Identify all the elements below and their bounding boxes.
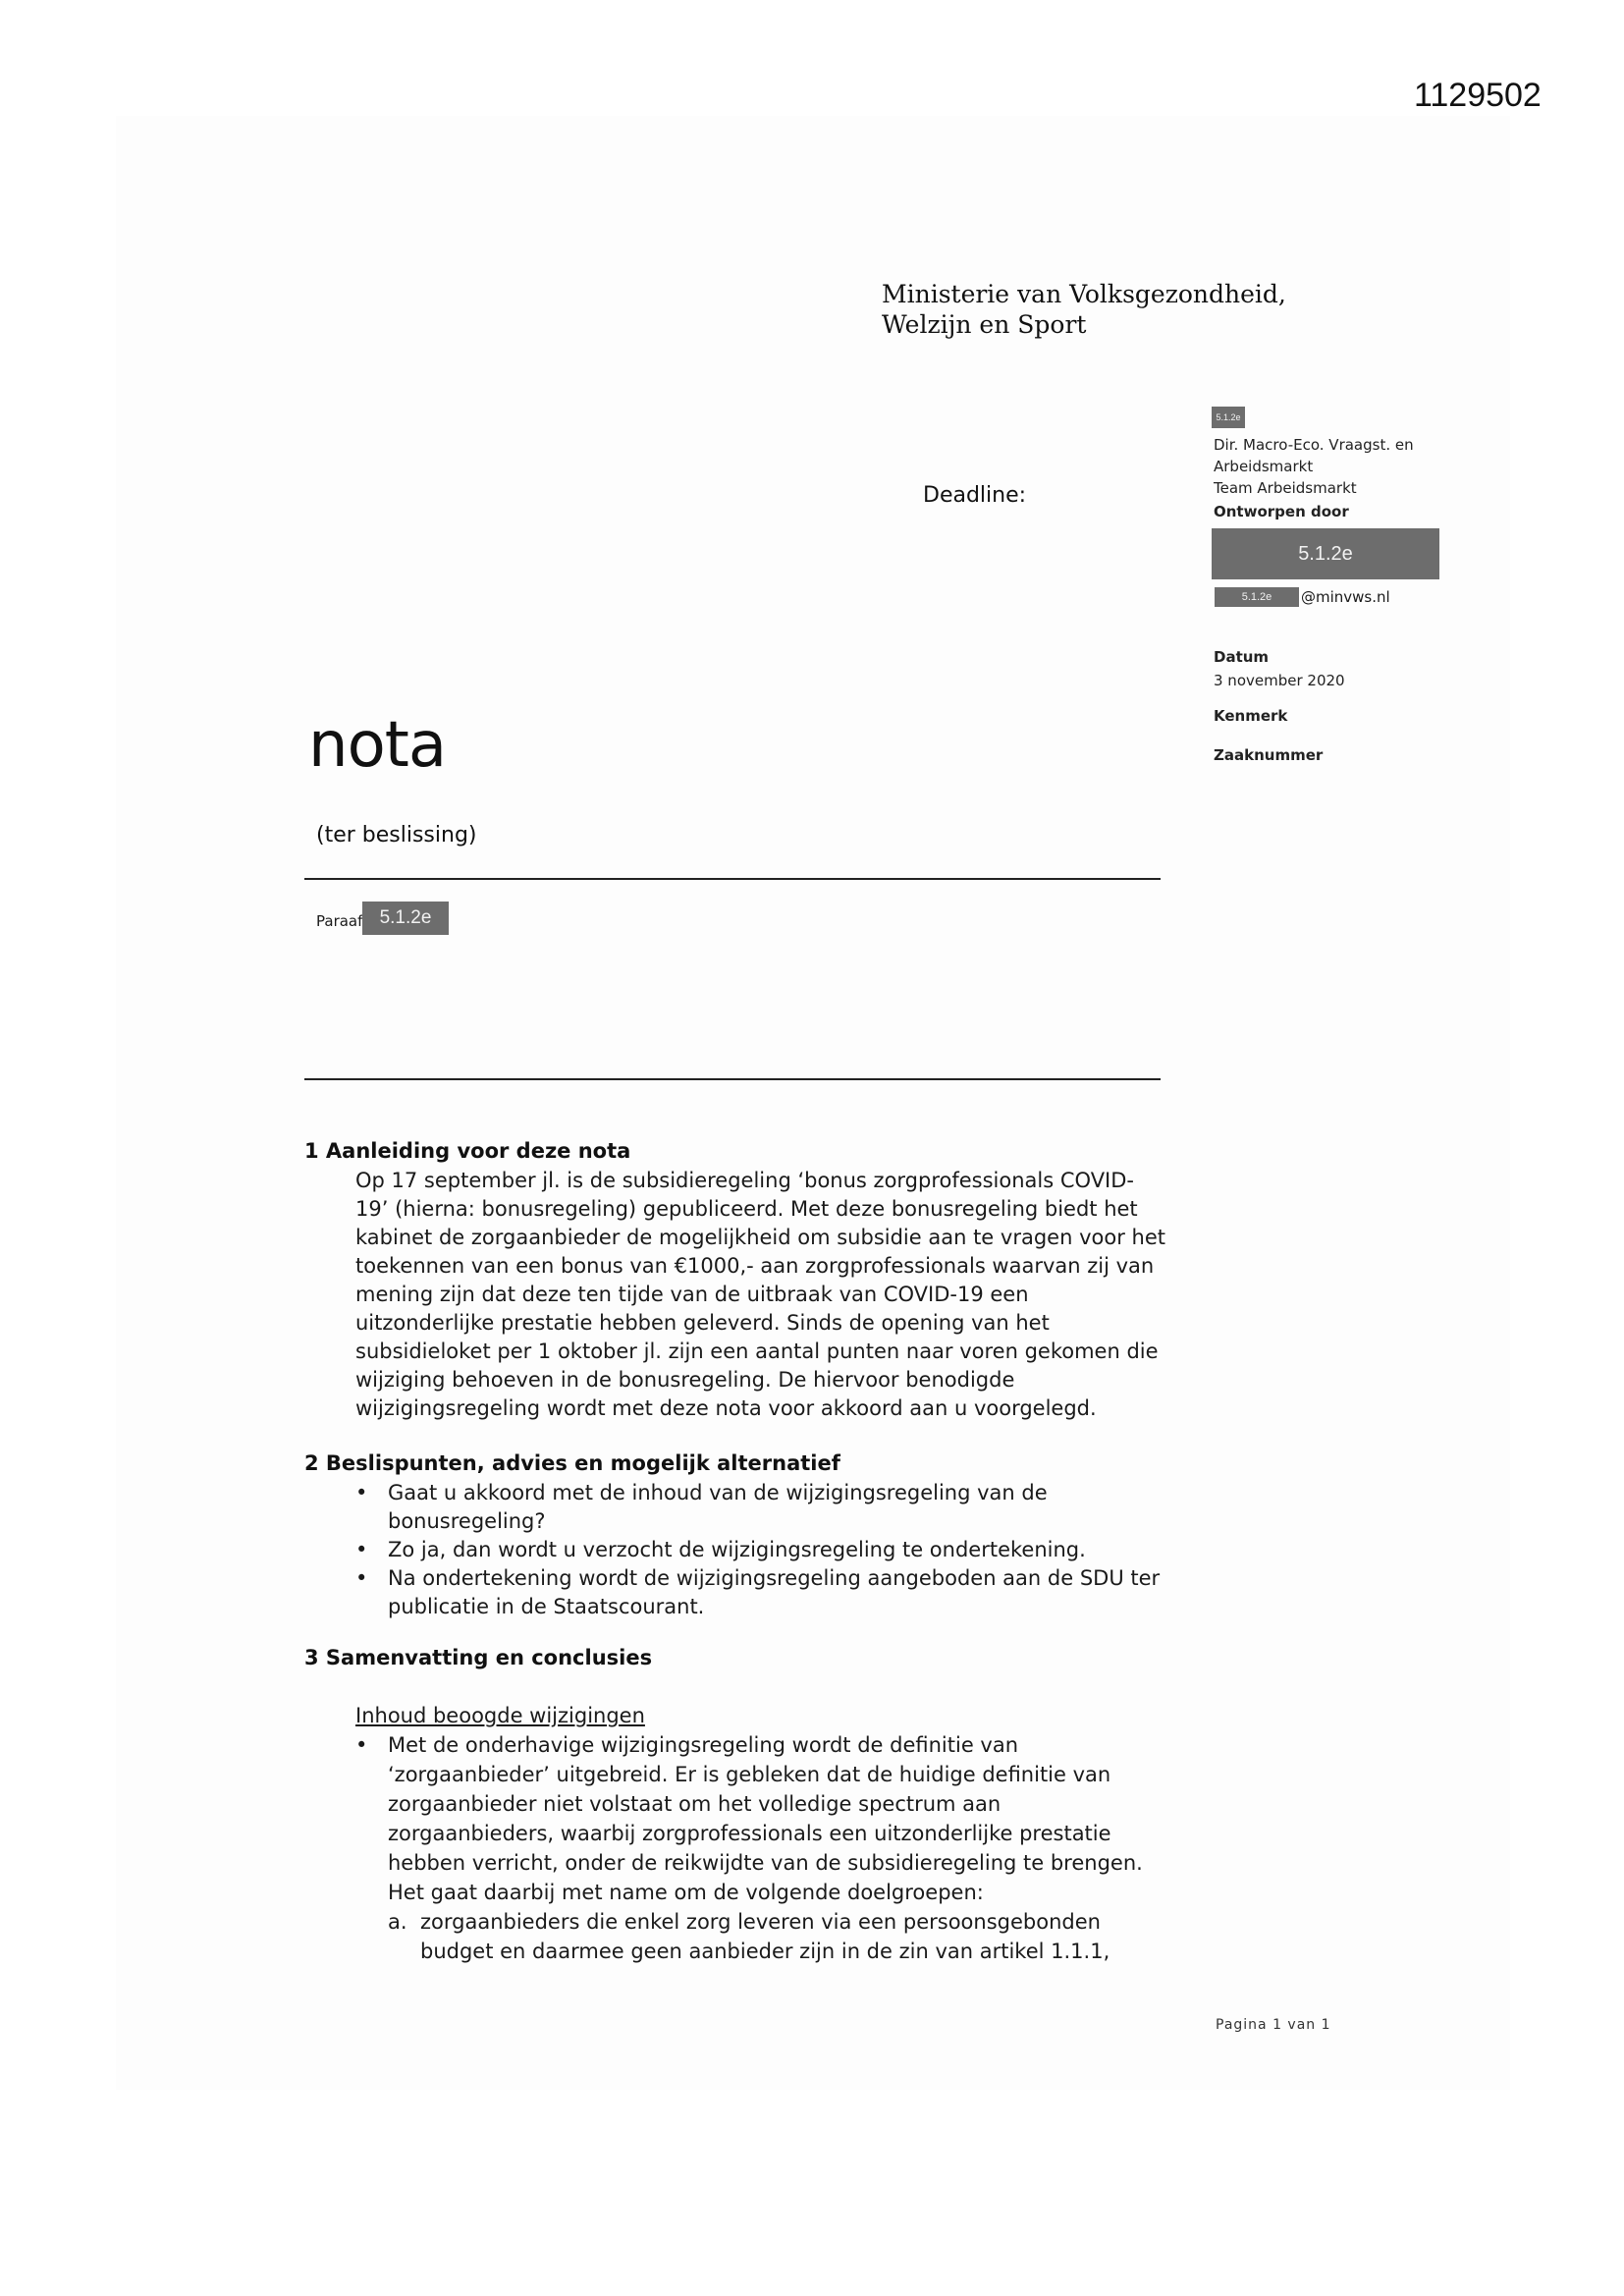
designed-by-redaction: 5.1.2e bbox=[1212, 528, 1439, 579]
department-line-1: Dir. Macro-Eco. Vraagst. en bbox=[1214, 436, 1414, 454]
section-2-heading: 2 Beslispunten, advies en mogelijk alternatief bbox=[304, 1451, 840, 1475]
list-item-line: • Zo ja, dan wordt u verzocht de wijzigingsregeling te ondertekening. bbox=[388, 1538, 1086, 1561]
section-3-subheading: Inhoud beoogde wijzigingen bbox=[355, 1704, 645, 1727]
body-line: toekennen van een bonus van €1000,- aan zorgprofessionals waarvan zij van bbox=[355, 1254, 1155, 1278]
ministry-line-2: Welzijn en Sport bbox=[882, 310, 1087, 339]
redaction-block: 5.1.2e bbox=[1212, 407, 1245, 428]
ministry-line-1: Ministerie van Volksgezondheid, bbox=[882, 280, 1286, 308]
body-line: wijziging behoeven in de bonusregeling. De hiervoor benodigde bbox=[355, 1368, 1015, 1392]
section-3-body bbox=[355, 1701, 1200, 1966]
page-number: Pagina 1 van 1 bbox=[1216, 2017, 1331, 2033]
section-1-body bbox=[355, 1167, 1200, 1423]
body-line: uitzonderlijke prestatie hebben geleverd. Sinds de opening van het bbox=[355, 1311, 1050, 1335]
body-line: subsidieloket per 1 oktober jl. zijn een aantal punten naar voren gekomen die bbox=[355, 1339, 1159, 1363]
department-block bbox=[1214, 434, 1414, 522]
decision-points-list bbox=[355, 1479, 1200, 1621]
list-item-line: Het gaat daarbij met name om de volgende doelgroepen: bbox=[388, 1881, 984, 1904]
list-item bbox=[355, 1536, 1200, 1564]
sub-list-marker: a. bbox=[388, 1910, 407, 1934]
ministry-name bbox=[882, 279, 1286, 340]
body-line: 19’ (hierna: bonusregeling) gepubliceerd. Met deze bonusregeling biedt het bbox=[355, 1197, 1138, 1221]
sub-list-item bbox=[388, 1907, 1200, 1966]
case-number-label: Zaaknummer bbox=[1214, 746, 1324, 764]
divider-top bbox=[304, 878, 1161, 880]
list-item-line: publicatie in de Staatscourant. bbox=[388, 1595, 705, 1618]
list-item-line: • Na ondertekening wordt de wijzigingsregeling aangeboden aan de SDU ter bbox=[388, 1566, 1161, 1590]
paraaf-label: Paraaf bbox=[316, 912, 363, 930]
department-line-2: Arbeidsmarkt bbox=[1214, 458, 1314, 475]
list-item-line: ‘zorgaanbieder’ uitgebreid. Er is gebleken dat de huidige definitie van bbox=[388, 1763, 1111, 1786]
email-redaction: 5.1.2e bbox=[1215, 587, 1299, 607]
sub-list-line: budget en daarmee geen aanbieder zijn in de zin van artikel 1.1.1, bbox=[420, 1940, 1110, 1963]
document-title: nota bbox=[308, 709, 447, 782]
section-3-heading: 3 Samenvatting en conclusies bbox=[304, 1646, 653, 1669]
body-line: kabinet de zorgaanbieder de mogelijkheid om subsidie aan te vragen voor het bbox=[355, 1226, 1165, 1249]
list-item-line: • Gaat u akkoord met de inhoud van de wijzigingsregeling van de bbox=[388, 1481, 1048, 1504]
section-1-heading: 1 Aanleiding voor deze nota bbox=[304, 1139, 631, 1163]
reference-label: Kenmerk bbox=[1214, 707, 1288, 725]
list-item-line: • Met de onderhavige wijzigingsregeling wordt de definitie van bbox=[388, 1733, 1019, 1757]
sub-list-line: zorgaanbieders die enkel zorg leveren via een persoonsgebonden bbox=[420, 1910, 1101, 1934]
list-item bbox=[355, 1730, 1200, 1966]
date-value: 3 november 2020 bbox=[1214, 672, 1345, 689]
deadline-label: Deadline: bbox=[923, 483, 1027, 508]
body-line: Op 17 september jl. is de subsidieregeling ‘bonus zorgprofessionals COVID- bbox=[355, 1169, 1134, 1192]
body-line: wijzigingsregeling wordt met deze nota voor akkoord aan u voorgelegd. bbox=[355, 1396, 1097, 1420]
paraaf-redaction: 5.1.2e bbox=[362, 902, 449, 935]
list-item-line: hebben verricht, onder de reikwijdte van de subsidieregeling te brengen. bbox=[388, 1851, 1143, 1875]
document-subtitle: (ter beslissing) bbox=[316, 823, 477, 847]
list-item-line: zorgaanbieder niet volstaat om het volledige spectrum aan bbox=[388, 1792, 1001, 1816]
department-line-3: Team Arbeidsmarkt bbox=[1214, 479, 1357, 497]
email-domain: @minvws.nl bbox=[1301, 588, 1390, 606]
changes-list bbox=[355, 1730, 1200, 1966]
list-item bbox=[355, 1479, 1200, 1536]
body-line: mening zijn dat deze ten tijde van de uitbraak van COVID-19 een bbox=[355, 1283, 1029, 1306]
date-label: Datum bbox=[1214, 648, 1270, 666]
designed-by-label: Ontworpen door bbox=[1214, 503, 1349, 520]
document-number: 1129502 bbox=[1414, 77, 1542, 114]
list-item bbox=[355, 1564, 1200, 1621]
list-item-line: bonusregeling? bbox=[388, 1509, 546, 1533]
section-2-body bbox=[355, 1479, 1200, 1621]
divider-bottom bbox=[304, 1078, 1161, 1080]
list-item-line: zorgaanbieders, waarbij zorgprofessionals een uitzonderlijke prestatie bbox=[388, 1822, 1111, 1845]
